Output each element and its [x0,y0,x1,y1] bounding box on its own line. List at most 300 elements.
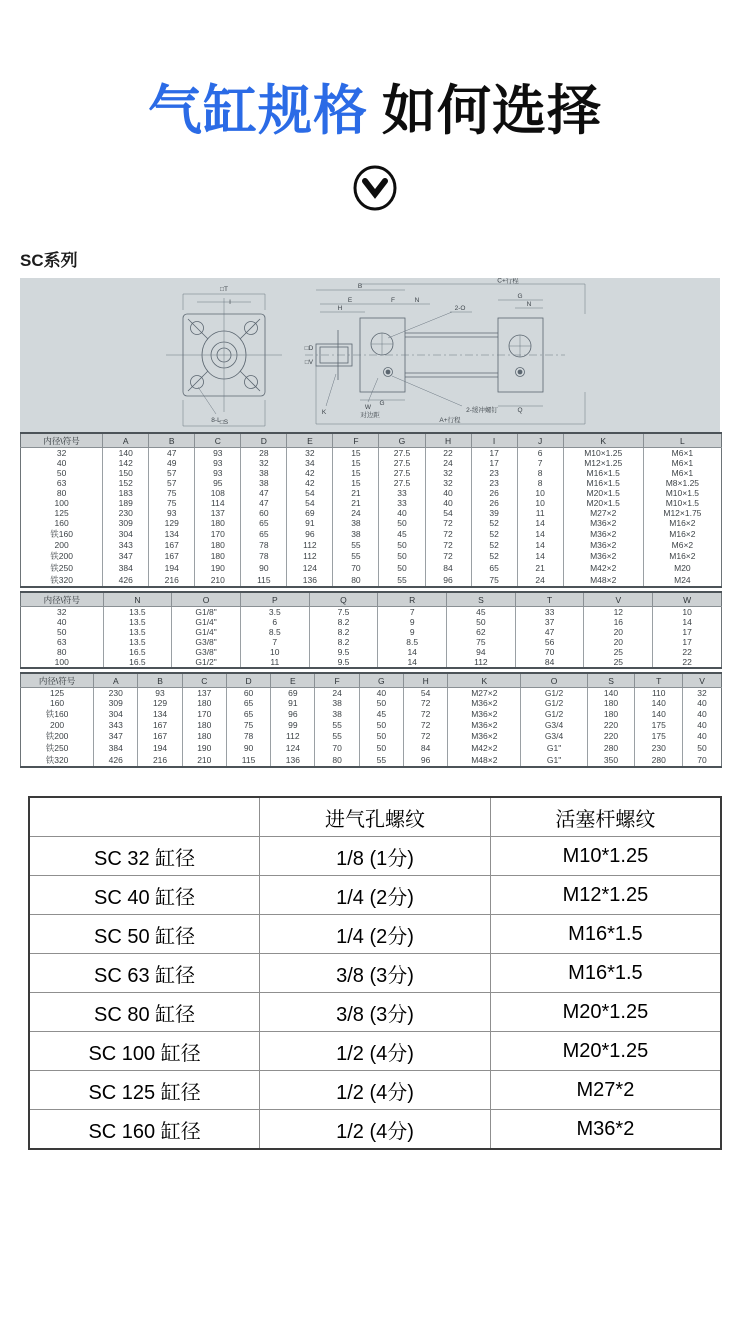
table-cell: 94 [447,647,516,657]
table-cell: 309 [94,698,138,708]
table-cell: 115 [226,754,270,767]
table-cell: 50 [359,730,403,742]
table-cell: M16*1.5 [490,954,721,993]
table-row [21,657,722,668]
table-cell: 304 [94,708,138,720]
table-cell: 80 [21,647,104,657]
table-cell: 84 [404,742,448,754]
table-cell: 15 [333,448,379,459]
table-row [21,562,722,574]
table-cell: 80 [333,574,379,587]
table-cell: 34 [287,458,333,468]
table-row [21,617,722,627]
table-row [21,488,722,498]
table-cell: 40 [359,688,403,699]
table-cell: 24 [425,458,471,468]
table-cell: 90 [226,742,270,754]
table-cell: 铁250 [21,742,94,754]
table-cell: 91 [271,698,315,708]
header-row [21,433,722,448]
table-cell: 47 [149,448,195,459]
table-cell: 50 [447,617,516,627]
table-row [21,478,722,488]
table-cell: 60 [241,508,287,518]
dim-label-n-right: N [526,301,532,308]
table-row [21,637,722,647]
table-cell: M36×2 [448,720,521,730]
table-cell: 40 [683,730,722,742]
table-cell: 78 [241,550,287,562]
table-cell: 280 [635,754,683,767]
table-cell: 95 [195,478,241,488]
table-cell: 72 [404,698,448,708]
column-header: E [271,673,315,688]
table-cell: 13.5 [103,617,172,627]
column-header: G [379,433,425,448]
table-cell: M6×2 [643,540,721,550]
table-cell: 54 [287,488,333,498]
table-cell: 20 [584,637,653,647]
table-cell: 1/4 (2分) [260,915,491,954]
table-cell: 125 [21,688,94,699]
table-cell: 309 [103,518,149,528]
column-header: C [182,673,226,688]
table-row [21,742,722,754]
table-cell: 14 [378,657,447,668]
table-cell: 65 [241,518,287,528]
column-header: G [359,673,403,688]
table-cell: 铁200 [21,730,94,742]
table-cell: 11 [240,657,309,668]
column-header: D [241,433,287,448]
table-cell: 32 [683,688,722,699]
table-cell: 62 [447,627,516,637]
table-cell: M6×1 [643,448,721,459]
table-cell: 70 [683,754,722,767]
table-cell: M20 [643,562,721,574]
page-title-accent: 气缸规格 [148,81,368,141]
table-cell: 20 [584,627,653,637]
table-cell: 343 [103,540,149,550]
table-cell: SC 63 缸径 [29,954,260,993]
table-cell: 9.5 [309,647,378,657]
table-cell: M10×1.5 [643,488,721,498]
table-cell: 78 [241,540,287,550]
table-row [21,550,722,562]
table-cell: M27*2 [490,1071,721,1110]
table-cell: 112 [287,540,333,550]
table-cell: 56 [515,637,584,647]
table-cell: 220 [587,730,635,742]
table-cell: 7 [240,637,309,647]
table-cell: 1/2 (4分) [260,1032,491,1071]
table-cell: 15 [333,478,379,488]
table-cell: 7 [378,607,447,618]
table-cell: 8.5 [378,637,447,647]
table-cell: 167 [149,550,195,562]
table-cell: 33 [379,498,425,508]
table-cell: 152 [103,478,149,488]
table-cell: 8.5 [240,627,309,637]
table-cell: 50 [359,698,403,708]
table-cell: 50 [359,742,403,754]
table-cell: M36×2 [563,540,643,550]
table-cell: 137 [195,508,241,518]
table-row [21,708,722,720]
table-cell: 180 [195,550,241,562]
table-row [29,954,721,993]
table-cell: 38 [241,468,287,478]
table-cell: 40 [21,458,103,468]
table-cell: 70 [515,647,584,657]
table-cell: 175 [635,720,683,730]
table-cell: 343 [94,720,138,730]
table-cell: 70 [315,742,359,754]
table-cell: 52 [471,550,517,562]
table-row [21,448,722,459]
column-header: T [515,592,584,607]
table-cell: G1/2" [172,657,241,668]
table-cell: 11 [517,508,563,518]
table-cell: 180 [182,698,226,708]
table-cell: 180 [182,720,226,730]
data-table [20,432,722,588]
dim-label-v: □V [304,359,314,366]
table-cell: 55 [315,730,359,742]
table-cell: 42 [287,478,333,488]
table-cell: M27×2 [563,508,643,518]
table-cell: 170 [182,708,226,720]
table-cell: 189 [103,498,149,508]
table-cell: 125 [21,508,103,518]
table-cell: 72 [404,720,448,730]
table-cell: 铁320 [21,754,94,767]
data-table [28,796,722,1150]
table-cell: 40 [379,508,425,518]
table-cell: 55 [333,550,379,562]
table-cell: 7 [517,458,563,468]
column-header: H [425,433,471,448]
dim-label-s: □S [219,419,229,426]
table-cell: M36×2 [448,698,521,708]
table-cell: 32 [425,478,471,488]
table-cell: 140 [635,708,683,720]
column-header: T [635,673,683,688]
table-cell: 280 [587,742,635,754]
table-cell: 55 [359,754,403,767]
table-cell: 114 [195,498,241,508]
table-cell: 93 [195,468,241,478]
table-cell: 25 [584,647,653,657]
table-cell: 96 [425,574,471,587]
dimension-table-2 [20,591,722,669]
table-cell: 25 [584,657,653,668]
table-cell: 33 [515,607,584,618]
table-cell: 26 [471,498,517,508]
table-cell: SC 40 缸径 [29,876,260,915]
table-cell: 50 [379,518,425,528]
table-cell: 93 [138,688,182,699]
table-cell: G1" [521,742,587,754]
table-row [21,607,722,618]
table-cell: 69 [271,688,315,699]
table-cell: 136 [287,574,333,587]
table-row [21,528,722,540]
chevron-down-circle-icon [352,164,398,212]
table-cell: 38 [241,478,287,488]
header-row [21,592,722,607]
dim-label-c-stroke: C+行程 [497,278,519,285]
column-header: 进气孔螺纹 [260,797,491,837]
table-cell: 80 [21,488,103,498]
table-cell: 140 [635,698,683,708]
table-cell: 9 [378,627,447,637]
label-flats: W [364,404,372,411]
table-cell: 40 [683,720,722,730]
table-cell: 21 [333,498,379,508]
table-cell: 75 [149,488,195,498]
table-cell: 13.5 [103,627,172,637]
table-cell: 8 [517,478,563,488]
table-cell: M36×2 [448,730,521,742]
table-row [21,754,722,767]
table-cell: 112 [447,657,516,668]
table-cell: 8.2 [309,627,378,637]
column-header: D [226,673,270,688]
table-cell: 50 [21,627,104,637]
dim-label-e: E [347,297,353,304]
table-cell: 93 [149,508,195,518]
table-cell: 167 [138,730,182,742]
table-cell: M16×1.5 [563,468,643,478]
table-cell: 14 [517,550,563,562]
dim-label-f: F [391,297,395,304]
table-cell: 112 [271,730,315,742]
table-cell: 72 [425,550,471,562]
table-cell: 1/8 (1分) [260,837,491,876]
table-cell: 194 [149,562,195,574]
table-cell: M10×1.5 [643,498,721,508]
table-cell: 72 [404,708,448,720]
table-cell: 99 [271,720,315,730]
table-cell: 180 [195,540,241,550]
table-cell: 铁320 [21,574,103,587]
dim-label-n: N [414,297,420,304]
table-cell: 200 [21,540,103,550]
table-cell: 57 [149,478,195,488]
table-cell: 铁200 [21,550,103,562]
table-cell: 14 [517,518,563,528]
table-cell: 14 [653,617,722,627]
table-cell: 100 [21,498,103,508]
table-cell: M48×2 [563,574,643,587]
table-cell: 6 [517,448,563,459]
table-cell: 190 [182,742,226,754]
table-cell: 180 [195,518,241,528]
table-cell: 170 [195,528,241,540]
table-cell: 183 [103,488,149,498]
table-cell: 96 [271,708,315,720]
scroll-indicator [0,164,750,217]
table-cell: 26 [471,488,517,498]
table-cell: M36×2 [448,708,521,720]
label-cushion: 2-缓冲螺钉 [466,407,498,414]
header-row [29,797,721,837]
table-cell: 350 [587,754,635,767]
table-cell: M10*1.25 [490,837,721,876]
table-cell: 230 [94,688,138,699]
table-cell: 60 [226,688,270,699]
table-cell: 210 [182,754,226,767]
column-header: V [584,592,653,607]
data-table [20,672,722,768]
table-row [21,698,722,708]
table-cell: 1/4 (2分) [260,876,491,915]
table-cell: 115 [241,574,287,587]
table-cell: M12×1.75 [643,508,721,518]
table-cell: 32 [241,458,287,468]
table-cell: M12*1.25 [490,876,721,915]
table-cell: 140 [103,448,149,459]
table-cell: 15 [333,458,379,468]
dim-label-a-stroke: A+行程 [439,417,461,424]
table-cell: 124 [271,742,315,754]
table-cell: 47 [241,488,287,498]
table-row [21,730,722,742]
table-cell: G1/2 [521,698,587,708]
table-cell: 10 [653,607,722,618]
column-header: A [94,673,138,688]
table-cell: 17 [653,637,722,647]
table-cell: 347 [103,550,149,562]
table-cell: G1/2 [521,688,587,699]
table-cell: 32 [287,448,333,459]
table-cell: 27.5 [379,448,425,459]
column-header: 内径\符号 [21,592,104,607]
table-cell: 65 [226,698,270,708]
table-cell: 108 [195,488,241,498]
table-row [29,1110,721,1150]
table-cell: 40 [21,617,104,627]
column-header: B [138,673,182,688]
table-cell: 180 [587,708,635,720]
table-cell: 38 [315,698,359,708]
table-cell: 23 [471,478,517,488]
column-header: L [643,433,721,448]
column-header: K [563,433,643,448]
table-cell: 22 [653,647,722,657]
table-cell: 47 [241,498,287,508]
table-cell: 15 [333,468,379,478]
table-cell: 45 [359,708,403,720]
table-cell: M6×1 [643,468,721,478]
table-cell: 142 [103,458,149,468]
table-row [21,720,722,730]
table-cell: G1" [521,754,587,767]
column-header: W [653,592,722,607]
table-row [29,993,721,1032]
table-cell: 铁160 [21,528,103,540]
page-title-rest: 如何选择 [382,81,602,141]
dim-label-g-right: G [517,293,523,300]
table-cell: 78 [226,730,270,742]
table-row [21,518,722,528]
table-cell: SC 80 缸径 [29,993,260,1032]
table-cell: 230 [103,508,149,518]
table-cell: 8.2 [309,637,378,647]
table-cell: 55 [379,574,425,587]
table-cell: 10 [517,488,563,498]
table-cell: 40 [683,708,722,720]
table-cell: 347 [94,730,138,742]
table-cell: 112 [287,550,333,562]
table-cell: M48×2 [448,754,521,767]
table-cell: 54 [404,688,448,699]
table-cell: 27.5 [379,478,425,488]
label-ports: 2-O [454,305,466,312]
column-header: J [517,433,563,448]
table-cell: 38 [315,708,359,720]
table-cell: 22 [425,448,471,459]
table-cell: 16.5 [103,647,172,657]
column-header: K [448,673,521,688]
table-cell: M42×2 [563,562,643,574]
table-row [29,837,721,876]
table-cell: M36×2 [563,528,643,540]
table-cell: G3/8" [172,637,241,647]
table-cell: 72 [425,518,471,528]
series-heading: SC系列 [20,251,78,270]
table-cell: 70 [333,562,379,574]
column-header: F [315,673,359,688]
column-header: N [103,592,172,607]
table-cell: 54 [287,498,333,508]
table-cell: M12×1.25 [563,458,643,468]
table-cell: 37 [515,617,584,627]
table-cell: 13.5 [103,637,172,647]
table-cell: G3/4 [521,730,587,742]
column-header: F [333,433,379,448]
table-cell: 110 [635,688,683,699]
dim-label-i: I [229,299,231,306]
table-cell: 40 [425,488,471,498]
table-cell: M16×2 [643,518,721,528]
table-cell: SC 100 缸径 [29,1032,260,1071]
column-header: 内径\符号 [21,433,103,448]
table-cell: 55 [333,540,379,550]
header-row [21,673,722,688]
table-cell: 13.5 [103,607,172,618]
column-header: H [404,673,448,688]
table-cell: 65 [471,562,517,574]
table-cell: 9.5 [309,657,378,668]
table-cell: 80 [315,754,359,767]
column-header: R [378,592,447,607]
table-cell: 72 [425,528,471,540]
table-cell: 27.5 [379,468,425,478]
table-cell: G3/4 [521,720,587,730]
table-cell: 14 [517,540,563,550]
table-cell: 180 [182,730,226,742]
table-cell: SC 160 缸径 [29,1110,260,1150]
table-cell: 32 [21,607,104,618]
dim-label-h: H [337,305,343,312]
thread-selection-table [28,796,722,1150]
table-cell: M36×2 [563,550,643,562]
table-cell: 45 [447,607,516,618]
table-cell: 426 [103,574,149,587]
table-cell: 16 [584,617,653,627]
